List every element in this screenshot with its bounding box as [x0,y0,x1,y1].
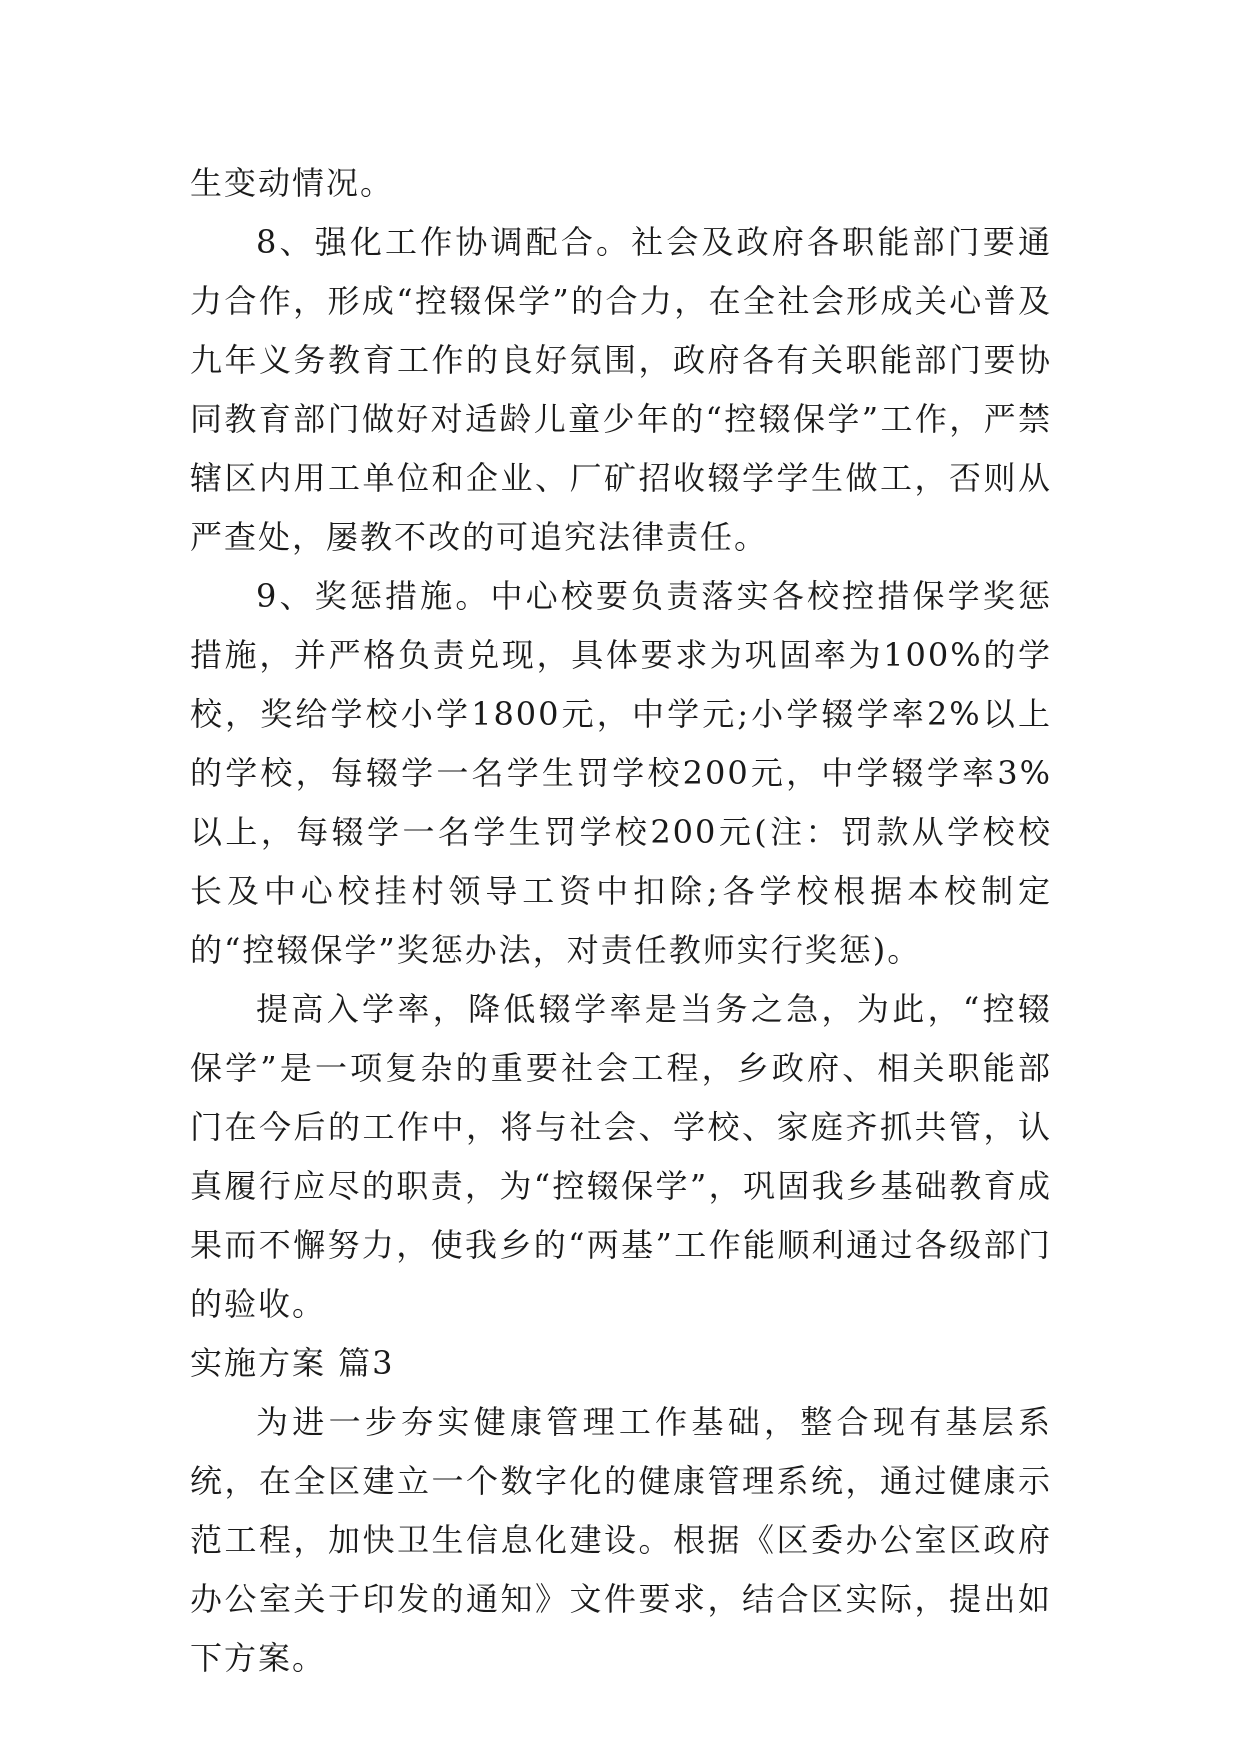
section-heading: 实施方案 篇3 [190,1344,395,1382]
paragraph-coordination: 8、强化工作协调配合。社会及政府各职能部门要通力合作，形成“控辍保学”的合力，在全社会形成关心普及九年义务教育工作的良好氛围，政府各有关职能部门要协同教育部门做好对适龄儿童少年的“控辍保学”工作，严禁辖区内用工单位和企业、厂矿招收辍学学生做工，否则从严查处，屡教不改的可追究法律责任。 [190,223,1052,556]
document-body [190,154,1052,1688]
paragraph-health-plan-intro: 为进一步夯实健康管理工作基础，整合现有基层系统，在全区建立一个数字化的健康管理系统，通过健康示范工程，加快卫生信息化建设。根据《区委办公室区政府办公室关于印发的通知》文件要求，结合区实际，提出如下方案。 [190,1403,1052,1677]
paragraph-conclusion: 提高入学率，降低辍学率是当务之急，为此，“控辍保学”是一项复杂的重要社会工程，乡政府、相关职能部门在今后的工作中，将与社会、学校、家庭齐抓共管，认真履行应尽的职责，为“控辍保学”，巩固我乡基础教育成果而不懈努力，使我乡的“两基”工作能顺利通过各级部门的验收。 [190,990,1052,1323]
paragraph-continuation: 生变动情况。 [190,164,395,202]
paragraph-rewards-penalties: 9、奖惩措施。中心校要负责落实各校控措保学奖惩措施，并严格负责兑现，具体要求为巩固率为100%的学校，奖给学校小学1800元，中学元;小学辍学率2%以上的学校，每辍学一名学生罚学校200元，中学辍学率3%以上，每辍学一名学生罚学校200元(注：罚款从学校校长及中心校挂村领导工资中扣除;各学校根据本校制定的“控辍保学”奖惩办法，对责任教师实行奖惩)。 [190,577,1052,969]
